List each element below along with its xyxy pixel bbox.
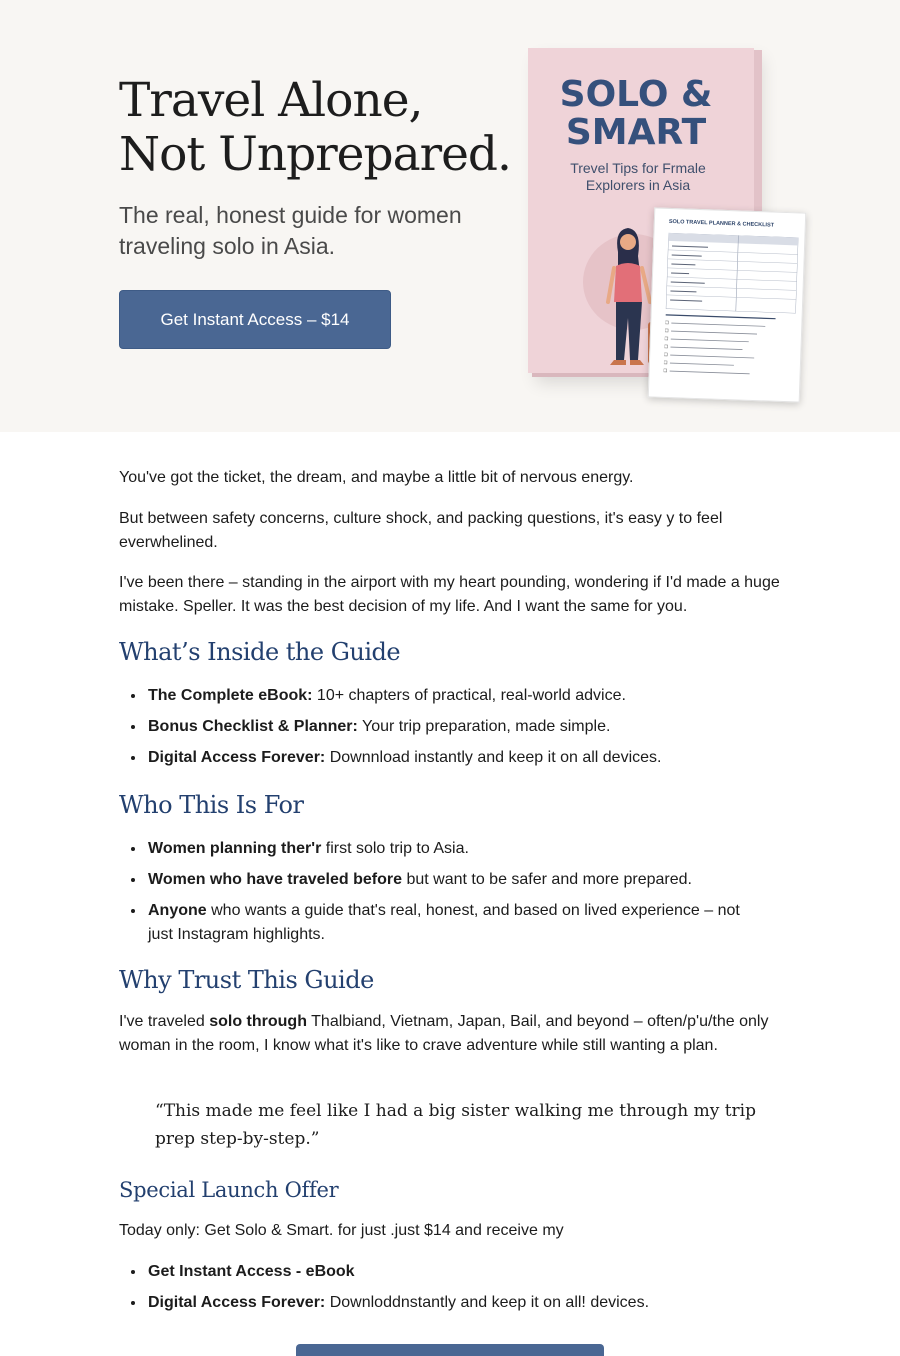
list-item-bold: Women who have traveled before (148, 871, 402, 888)
intro-paragraph-1: You've got the ticket, the dream, and maybe a little bit of nervous energy. (119, 469, 634, 486)
list-item-bold: Anyone (148, 902, 207, 919)
hero-subtitle: The real, honest guide for women traveling solo in Asia. (119, 202, 462, 259)
who-list (119, 837, 769, 954)
list-item-bold: Bonus Checklist & Planner: (148, 718, 358, 735)
list-item (119, 899, 769, 946)
planner-checklist-graphic (664, 313, 784, 379)
list-item-text: who wants a guide that's real, honest, and based on lived experience – not just Instagram highlights. (148, 902, 740, 943)
list-item-text: but want to be safer and more prepared. (402, 871, 692, 888)
list-item (119, 746, 779, 770)
intro-paragraph-2: But between safety concerns, culture shock, and packing questions, it's easy y to feel everwhelined. (119, 510, 723, 551)
trust-text-start: I've traveled (119, 1013, 210, 1030)
bottom-cta-button[interactable] (296, 1344, 604, 1356)
hero-title-line2: Not Unprepared. (119, 127, 511, 182)
book-title-line2: SMART (565, 112, 707, 153)
hero-title (119, 74, 539, 182)
list-item (119, 684, 779, 708)
planner-title: SOLO TRAVEL PLANNER & CHECKLIST (668, 218, 775, 229)
trust-paragraph (119, 1010, 779, 1057)
list-item (119, 715, 779, 739)
book-title (528, 76, 744, 152)
list-item (119, 837, 769, 861)
hero-title-line1: Travel Alone, (119, 73, 423, 128)
trust-heading: Why Trust This Guide (119, 966, 374, 994)
intro-paragraph-3: I've been there – standing in the airport with my heart pounding, wondering if I'd made a huge mistake. Speller. It was the best decision of my life. And I want the same for you. (119, 574, 780, 615)
inside-list (119, 684, 779, 777)
list-item-bold: Digital Access Forever: (148, 749, 326, 766)
who-heading: Who This Is For (119, 791, 304, 819)
list-item-text: Downloddnstantly and keep it on all! devices. (325, 1294, 650, 1311)
list-item (119, 868, 769, 892)
list-item-text: first solo trip to Asia. (321, 840, 469, 857)
list-item-text: Downnload instantly and keep it on all devices. (325, 749, 662, 766)
offer-text: Today only: Get Solo & Smart. for just .just $14 and receive my (119, 1222, 564, 1239)
book-title-line1: SOLO & (559, 74, 713, 115)
offer-heading: Special Launch Offer (119, 1178, 339, 1202)
list-item-text: Your trip preparation, made simple. (357, 718, 611, 735)
list-item-bold: Digital Access Forever: (148, 1294, 326, 1311)
trust-text-bold: solo through (209, 1013, 307, 1030)
list-item-bold: Women planning ther'r (148, 840, 322, 857)
hero-section (0, 0, 900, 432)
get-access-button[interactable]: Get Instant Access – $14 (119, 290, 391, 349)
list-item (119, 1260, 779, 1284)
list-item-bold: Get Instant Access - eBook (148, 1263, 355, 1280)
testimonial-quote: “This made me feel like I had a big sister walking me through my trip prep step-by-step.” (155, 1101, 756, 1149)
offer-list (119, 1260, 779, 1322)
list-item-bold: The Complete eBook: (148, 687, 313, 704)
book-subtitle: Trevel Tips for Frmale Explorers in Asia (570, 160, 706, 193)
trust-text-end: Thalbiand, Vietnam, Japan, Bail, and beyond – often/p'u/the only woman in the room, I know what it's like to crave adventure while still wanting a plan. (119, 1013, 769, 1054)
list-item (119, 1291, 779, 1315)
planner-checklist-image (648, 207, 807, 402)
planner-table-graphic (666, 233, 799, 313)
list-item-text: 10+ chapters of practical, real-world advice. (312, 687, 626, 704)
inside-heading: What’s Inside the Guide (119, 638, 401, 666)
